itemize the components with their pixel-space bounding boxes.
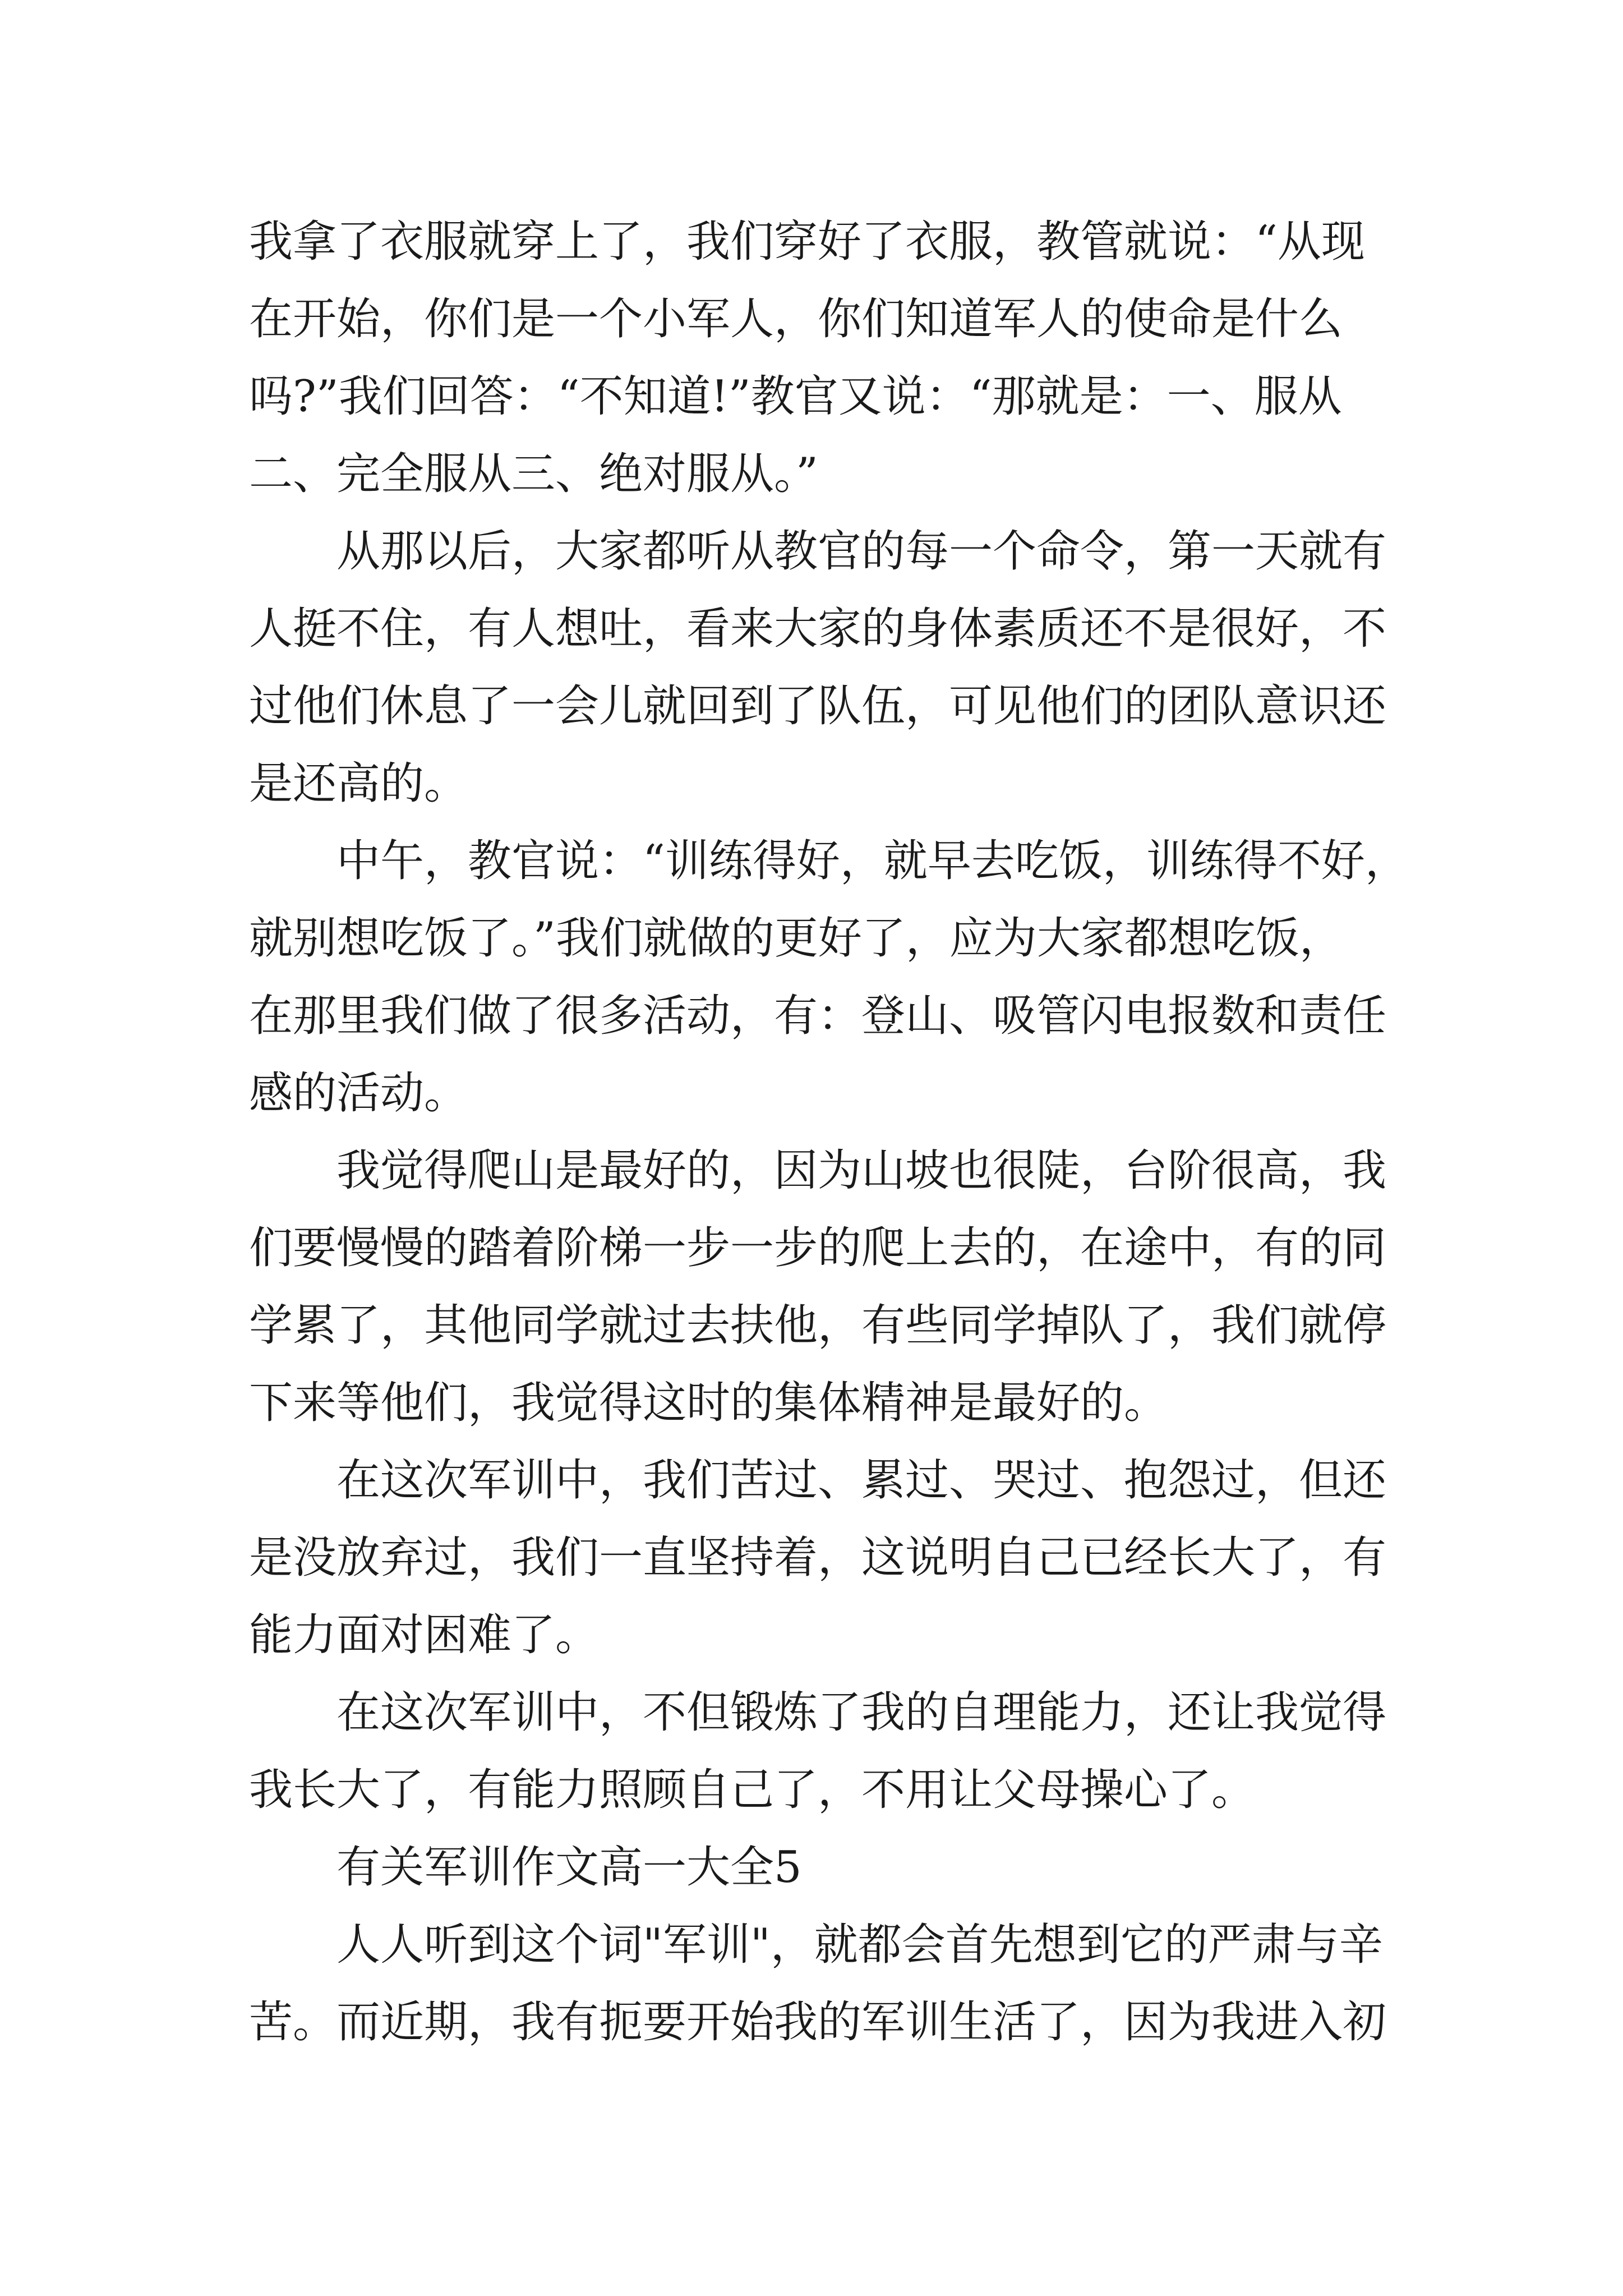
- paragraph-first-line: 人人听到这个词"军训"，就都会首先想到它的严肃与辛: [336, 1920, 1383, 1970]
- section-heading: 有关军训作文高一大全5: [336, 1842, 802, 1893]
- text-line: 学累了，其他同学就过去扶他，有些同学掉队了，我们就停: [249, 1300, 1387, 1351]
- text-line: 就别想吃饭了。”我们就做的更好了，应为大家都想吃饭，: [249, 913, 1343, 964]
- text-line: 我长大了，有能力照顾自己了，不用让父母操心了。: [249, 1765, 1256, 1815]
- text-line: 苦。而近期，我有扼要开始我的军训生活了，因为我进入初: [249, 1997, 1387, 2047]
- text-line: 是没放弃过，我们一直坚持着，这说明自己已经长大了，有: [249, 1533, 1387, 1583]
- text-line: 们要慢慢的踏着阶梯一步一步的爬上去的，在途中，有的同: [249, 1223, 1387, 1273]
- text-line: 是还高的。: [249, 758, 468, 809]
- paragraph-first-line: 在这次军训中，我们苦过、累过、哭过、抱怨过，但还: [336, 1455, 1387, 1506]
- text-line: 我拿了衣服就穿上了，我们穿好了衣服，教管就说：“从现: [249, 217, 1365, 267]
- text-line: 过他们休息了一会儿就回到了队伍，可见他们的团队意识还: [249, 681, 1387, 731]
- paragraph-first-line: 从那以后，大家都听从教官的每一个命令，第一天就有: [336, 526, 1387, 577]
- text-line: 二、完全服从三、绝对服从。”: [249, 449, 818, 499]
- text-line: 能力面对困难了。: [249, 1610, 600, 1660]
- text-line: 感的活动。: [249, 1068, 468, 1119]
- text-line: 吗?”我们回答：“不知道!”教官又说：“那就是：一、服从: [249, 371, 1342, 422]
- text-line: 人挺不住，有人想吐，看来大家的身体素质还不是很好，不: [249, 604, 1387, 654]
- text-line: 在那里我们做了很多活动，有：登山、吸管闪电报数和责任: [249, 991, 1387, 1041]
- text-line: 下来等他们，我觉得这时的集体精神是最好的。: [249, 1378, 1168, 1428]
- paragraph-first-line: 中午，教官说：“训练得好，就早去吃饭，训练得不好，: [336, 836, 1409, 886]
- paragraph-first-line: 在这次军训中，不但锻炼了我的自理能力，还让我觉得: [336, 1687, 1387, 1738]
- text-line: 在开始，你们是一个小军人，你们知道军人的使命是什么: [249, 294, 1343, 344]
- paragraph-first-line: 我觉得爬山是最好的，因为山坡也很陡，台阶很高，我: [336, 1145, 1387, 1196]
